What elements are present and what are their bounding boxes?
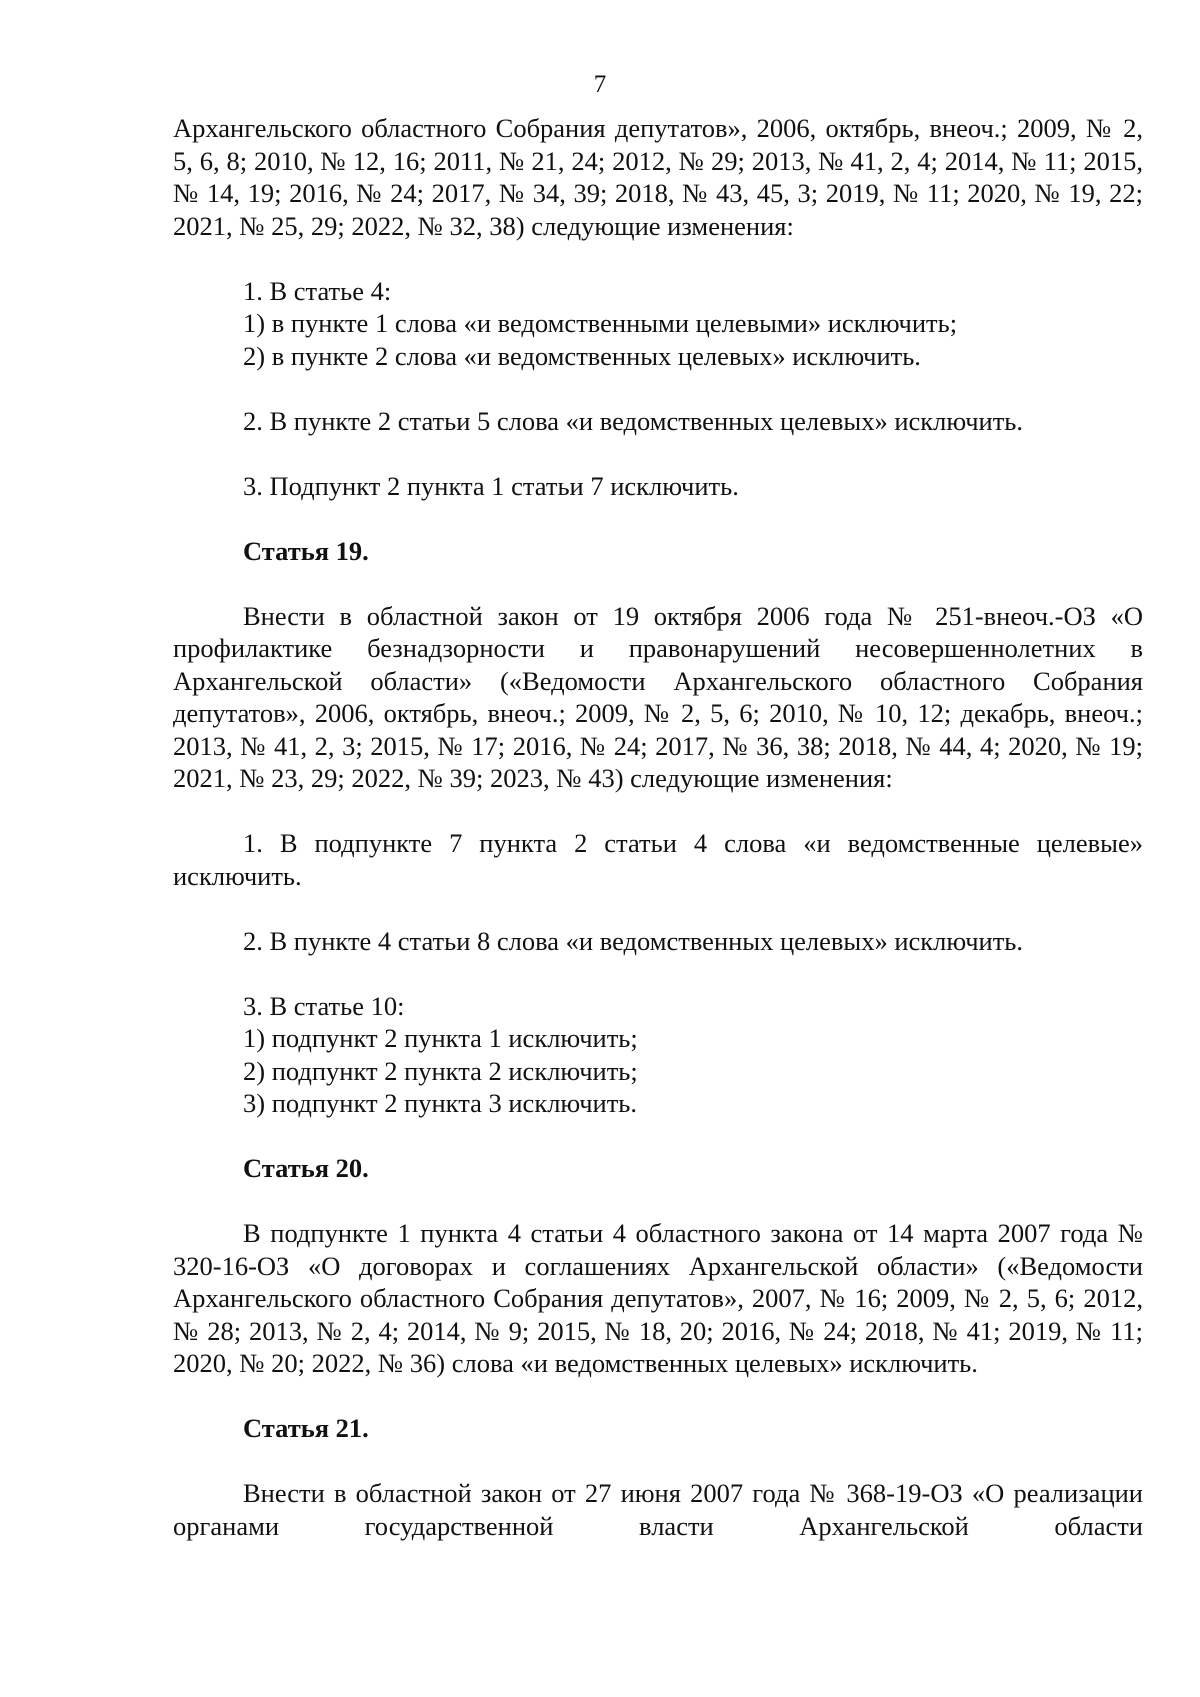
article-19-text: Внести в областной закон от 19 октября 2006 года № 251-внеоч.-ОЗ «О профилактике безнадзорности и правонарушений несовершеннолетних в Архангельской области» («Ведомости Архангельского областного Собрания депутатов», 2006, октябрь, внеоч.; 2009, № 2, 5, 6; 2010, № 10, 12; декабрь, внеоч.; 2013, № 41, 2, 3; 2015, № 17; 2016, № 24; 2017, № 36, 38; 2018, № 44, 4; 2020, № 19; 2021, № 23, 29; 2022, № 39; 2023, № 43) следующие изменения: xyxy=(173,600,1143,793)
article-19-item-3-sub-2: 2) подпункт 2 пункта 2 исключить; xyxy=(243,1055,638,1086)
article-18-item-1-sub-1: 1) в пункте 1 слова «и ведомственными целевыми» исключить; xyxy=(243,308,958,338)
article-18-item-3: 3. Подпункт 2 пункта 1 статьи 7 исключить. xyxy=(243,470,739,501)
article-19-item-2: 2. В пункте 4 статьи 8 слова «и ведомственных целевых» исключить. xyxy=(243,925,1023,956)
article-20-heading: Статья 20. xyxy=(243,1153,369,1183)
document-body xyxy=(173,112,1143,1542)
article-19-item-3-sub-1: 1) подпункт 2 пункта 1 исключить; xyxy=(243,1023,638,1053)
article-21-text: Внести в областной закон от 27 июня 2007 года № 368-19-ОЗ «О реализации органами государственной власти Архангельской области xyxy=(173,1478,1143,1541)
article-18-item-2: 2. В пункте 2 статьи 5 слова «и ведомственных целевых» исключить. xyxy=(243,405,1023,436)
article-21-heading: Статья 21. xyxy=(243,1413,369,1443)
intro-paragraph: Архангельского областного Собрания депутатов», 2006, октябрь, внеоч.; 2009, № 2, 5, 6, 8; 2010, № 12, 16; 2011, № 21, 24; 2012, № 29; 2013, № 41, 2, 4; 2014, № 11; 2015, № 14, 19; 2016, № 24; 2017, № 34, 39; 2018, № 43, 45, 3; 2019, № 11; 2020, № 19, 22; 2021, № 25, 29; 2022, № 32, 38) следующие изменения: xyxy=(173,113,1143,241)
article-19-heading: Статья 19. xyxy=(243,535,369,566)
article-18-item-1-sub-2: 2) в пункте 2 слова «и ведомственных целевых» исключить. xyxy=(243,340,921,371)
page-number: 7 xyxy=(593,71,607,98)
article-18-item-1-title: 1. В статье 4: xyxy=(243,275,392,306)
article-19-item-3-title: 3. В статье 10: xyxy=(243,990,405,1021)
article-19-item-3-sub-3: 3) подпункт 2 пункта 3 исключить. xyxy=(243,1088,638,1118)
article-20-text: В подпункте 1 пункта 4 статьи 4 областного закона от 14 марта 2007 года № 320-16-ОЗ «О договорах и соглашениях Архангельской области» («Ведомости Архангельского областного Собрания депутатов», 2007, № 16; 2009, № 2, 5, 6; 2012, № 28; 2013, № 2, 4; 2014, № 9; 2015, № 18, 20; 2016, № 24; 2018, № 41; 2019, № 11; 2020, № 20; 2022, № 36) слова «и ведомственных целевых» исключить. xyxy=(173,1218,1143,1378)
article-19-item-1: 1. В подпункте 7 пункта 2 статьи 4 слова «и ведомственные целевые» исключить. xyxy=(173,828,1143,891)
